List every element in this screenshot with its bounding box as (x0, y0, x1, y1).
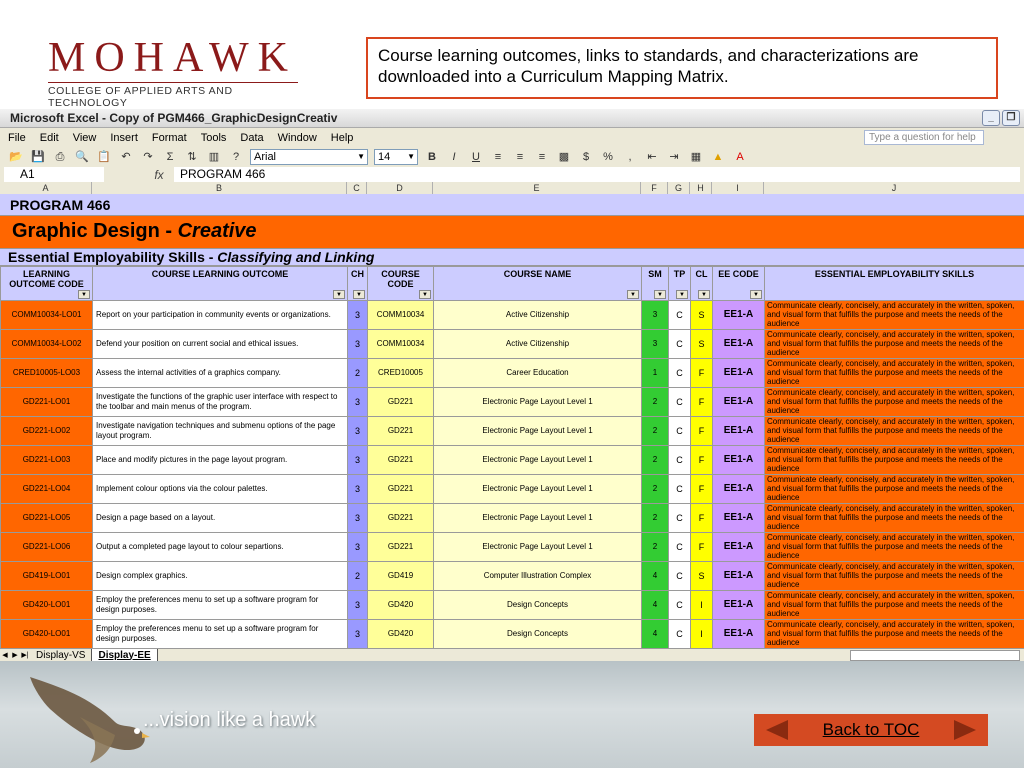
excel-window (0, 109, 1024, 661)
mohawk-logo (48, 35, 308, 109)
table-row (1, 301, 1024, 330)
menu-window[interactable]: Window (277, 131, 317, 144)
fill-color-icon[interactable]: ▲ (712, 151, 724, 163)
table-row (1, 359, 1024, 388)
ch-cell[interactable]: 3 (348, 504, 368, 533)
next-arrow-icon[interactable] (940, 714, 988, 746)
sm-cell[interactable]: 4 (642, 620, 669, 649)
header-cell[interactable] (348, 267, 368, 301)
filter-dropdown-icon[interactable]: ▼ (78, 290, 90, 299)
print-preview-icon[interactable]: 🔍 (75, 151, 89, 163)
formula-input[interactable]: PROGRAM 466 (174, 167, 1020, 182)
column-headers (0, 182, 1024, 194)
ee-code-cell[interactable]: EE1-A (713, 301, 765, 330)
sm-cell[interactable]: 2 (642, 475, 669, 504)
table-row (1, 620, 1024, 649)
ee-skill-cell[interactable]: Communicate clearly, concisely, and accurately in the written, spoken, and visual form that fulfills the purpose and meets the needs of the audience (765, 301, 1024, 330)
cl-cell[interactable]: F (691, 504, 713, 533)
menu-view[interactable]: View (72, 131, 97, 144)
menu-edit[interactable]: Edit (39, 131, 59, 144)
cl-cell[interactable]: S (691, 330, 713, 359)
undo-icon[interactable]: ↶ (121, 151, 131, 163)
filter-dropdown-icon[interactable]: ▼ (654, 290, 666, 299)
comma-icon[interactable]: , (628, 151, 632, 163)
horizontal-scrollbar[interactable] (850, 650, 1020, 661)
chevron-down-icon: ▼ (357, 152, 365, 161)
tp-cell[interactable]: C (669, 330, 691, 359)
font-value: Arial (254, 151, 277, 163)
currency-icon[interactable]: $ (582, 151, 590, 163)
tp-cell[interactable]: C (669, 388, 691, 417)
window-titlebar (0, 109, 1024, 128)
outcome-code-cell[interactable]: GD221-LO01 (1, 388, 93, 417)
ch-cell[interactable]: 2 (348, 359, 368, 388)
ee-skill-cell[interactable]: Communicate clearly, concisely, and accurately in the written, spoken, and visual form that fulfills the purpose and meets the needs of the audience (765, 620, 1024, 649)
menu-data[interactable]: Data (240, 131, 264, 144)
tp-cell[interactable]: C (669, 417, 691, 446)
ch-cell[interactable]: 3 (348, 591, 368, 620)
tp-cell[interactable]: C (669, 620, 691, 649)
ch-cell[interactable]: 3 (348, 417, 368, 446)
course-code-cell[interactable]: GD221 (368, 533, 434, 562)
outcome-code-cell[interactable]: GD420-LO01 (1, 620, 93, 649)
header-label: COURSE LEARNING OUTCOME (151, 269, 289, 279)
column-header[interactable]: I (712, 182, 764, 194)
course-name-cell[interactable]: Design Concepts (434, 591, 642, 620)
ch-cell[interactable]: 3 (348, 446, 368, 475)
borders-icon[interactable]: ▦ (690, 151, 702, 163)
ee-skill-cell[interactable]: Communicate clearly, concisely, and accurately in the written, spoken, and visual form that fulfills the purpose and meets the needs of the audience (765, 388, 1024, 417)
autosum-icon[interactable]: Σ (166, 151, 174, 163)
ee-code-cell[interactable]: EE1-A (713, 330, 765, 359)
tp-cell[interactable]: C (669, 475, 691, 504)
filter-dropdown-icon[interactable]: ▼ (353, 290, 365, 299)
header-label: EE CODE (718, 269, 759, 279)
course-code-cell[interactable]: GD420 (368, 620, 434, 649)
course-code-cell[interactable]: GD221 (368, 417, 434, 446)
menu-file[interactable]: File (8, 131, 26, 144)
tp-cell[interactable]: C (669, 591, 691, 620)
cl-cell[interactable]: F (691, 388, 713, 417)
subtitle-row[interactable] (0, 249, 1024, 266)
column-header[interactable]: G (668, 182, 690, 194)
course-name-cell[interactable]: Computer Illustration Complex (434, 562, 642, 591)
filter-dropdown-icon[interactable]: ▼ (698, 290, 710, 299)
align-right-icon[interactable]: ≡ (538, 151, 546, 163)
course-name-cell[interactable]: Electronic Page Layout Level 1 (434, 388, 642, 417)
course-name-cell[interactable]: Electronic Page Layout Level 1 (434, 446, 642, 475)
outcome-code-cell[interactable]: GD221-LO06 (1, 533, 93, 562)
tp-cell[interactable]: C (669, 562, 691, 591)
table-row (1, 417, 1024, 446)
italic-icon[interactable]: I (452, 151, 456, 163)
course-code-cell[interactable]: CRED10005 (368, 359, 434, 388)
tagline: ...vision like a hawk (143, 709, 316, 731)
ee-skill-cell[interactable]: Communicate clearly, concisely, and accurately in the written, spoken, and visual form that fulfills the purpose and meets the needs of the audience (765, 562, 1024, 591)
sm-cell[interactable]: 3 (642, 301, 669, 330)
column-header[interactable]: F (641, 182, 668, 194)
ee-skill-cell[interactable]: Communicate clearly, concisely, and accurately in the written, spoken, and visual form that fulfills the purpose and meets the needs of the audience (765, 446, 1024, 475)
minimize-icon[interactable]: _ (982, 110, 1000, 126)
help-icon[interactable]: ? (232, 151, 240, 163)
menu-help[interactable]: Help (330, 131, 354, 144)
ee-skill-cell[interactable]: Communicate clearly, concisely, and accurately in the written, spoken, and visual form that fulfills the purpose and meets the needs of the audience (765, 504, 1024, 533)
table-row (1, 388, 1024, 417)
ch-cell[interactable]: 3 (348, 388, 368, 417)
column-header[interactable]: H (690, 182, 712, 194)
course-code-cell[interactable]: GD221 (368, 504, 434, 533)
cl-cell[interactable]: F (691, 359, 713, 388)
footer-banner (0, 661, 1024, 768)
menu-bar (0, 128, 1024, 147)
toc-navigation (754, 714, 988, 746)
sheet-tab-display-vs[interactable]: Display-VS (30, 649, 92, 662)
course-code-cell[interactable]: GD419 (368, 562, 434, 591)
previous-arrow-icon[interactable] (754, 714, 802, 746)
title-main: Graphic Design - (12, 220, 178, 242)
header-label: COURSE CODE (381, 269, 420, 289)
outcome-cell[interactable]: Output a completed page layout to colour separtions. (93, 533, 348, 562)
ee-code-cell[interactable]: EE1-A (713, 359, 765, 388)
sheet-tab-bar (0, 648, 1024, 661)
tp-cell[interactable]: C (669, 533, 691, 562)
tp-cell[interactable]: C (669, 446, 691, 475)
sm-cell[interactable]: 4 (642, 591, 669, 620)
filter-dropdown-icon[interactable]: ▼ (676, 290, 688, 299)
tp-cell[interactable]: C (669, 301, 691, 330)
header-cell[interactable] (669, 267, 691, 301)
column-header[interactable]: A (0, 182, 92, 194)
ee-code-cell[interactable]: EE1-A (713, 620, 765, 649)
header-cell[interactable] (434, 267, 642, 301)
outcome-cell[interactable]: Employ the preferences menu to set up a software program for design purposes. (93, 591, 348, 620)
outcome-cell[interactable]: Investigate navigation techniques and submenu options of the page layout program. (93, 417, 348, 446)
ee-code-cell[interactable]: EE1-A (713, 533, 765, 562)
program-row[interactable]: PROGRAM 466 (0, 194, 1024, 216)
ee-code-cell[interactable]: EE1-A (713, 504, 765, 533)
sm-cell[interactable]: 2 (642, 417, 669, 446)
outcome-code-cell[interactable]: COMM10034-LO01 (1, 301, 93, 330)
ee-code-cell[interactable]: EE1-A (713, 591, 765, 620)
ch-cell[interactable]: 3 (348, 475, 368, 504)
course-name-cell[interactable]: Active Citizenship (434, 301, 642, 330)
outcome-code-cell[interactable]: GD221-LO05 (1, 504, 93, 533)
header-cell[interactable] (642, 267, 669, 301)
ee-code-cell[interactable]: EE1-A (713, 388, 765, 417)
menu-format[interactable]: Format (151, 131, 187, 144)
column-header[interactable]: B (92, 182, 347, 194)
outcome-cell[interactable]: Design complex graphics. (93, 562, 348, 591)
open-icon[interactable]: 📂 (9, 151, 23, 163)
header-label: SM (648, 269, 662, 279)
table-row (1, 446, 1024, 475)
print-icon[interactable]: ⎙ (55, 151, 65, 163)
ch-cell[interactable]: 3 (348, 330, 368, 359)
outcome-code-cell[interactable]: COMM10034-LO02 (1, 330, 93, 359)
outcome-cell[interactable]: Design a page based on a layout. (93, 504, 348, 533)
course-name-cell[interactable]: Career Education (434, 359, 642, 388)
ee-code-cell[interactable]: EE1-A (713, 417, 765, 446)
course-name-cell[interactable]: Electronic Page Layout Level 1 (434, 504, 642, 533)
menu-tools[interactable]: Tools (200, 131, 227, 144)
font-color-icon[interactable]: A (736, 151, 744, 163)
cl-cell[interactable]: I (691, 620, 713, 649)
indent-icon[interactable]: ⇤ (647, 151, 657, 163)
sm-cell[interactable]: 1 (642, 359, 669, 388)
paste-icon[interactable]: 📋 (97, 151, 111, 163)
outcome-cell[interactable]: Assess the internal activities of a graphics company. (93, 359, 348, 388)
header-row (1, 267, 1024, 301)
worksheet (0, 194, 1024, 648)
outcome-code-cell[interactable]: GD221-LO02 (1, 417, 93, 446)
table-row (1, 504, 1024, 533)
table-row (1, 533, 1024, 562)
outcome-code-cell[interactable]: GD419-LO01 (1, 562, 93, 591)
back-to-toc-label: Back to TOC (819, 718, 924, 742)
first-sheet-icon[interactable]: ◀ (2, 652, 8, 659)
header-label: ESSENTIAL EMPLOYABILITY SKILLS (814, 269, 975, 279)
column-header[interactable]: D (367, 182, 433, 194)
callout-box: Course learning outcomes, links to standards, and characterizations are downloaded into a Curriculum Mapping Matrix. (366, 37, 998, 99)
font-size-select[interactable] (374, 149, 418, 165)
outcome-code-cell[interactable]: GD221-LO03 (1, 446, 93, 475)
outcome-cell[interactable]: Place and modify pictures in the page layout program. (93, 446, 348, 475)
subtitle-italic: Classifying and Linking (217, 249, 375, 265)
ee-skill-cell[interactable]: Communicate clearly, concisely, and accurately in the written, spoken, and visual form that fulfills the purpose and meets the needs of the audience (765, 417, 1024, 446)
sm-cell[interactable]: 2 (642, 446, 669, 475)
align-center-icon[interactable]: ≡ (516, 151, 524, 163)
font-size-value: 14 (378, 151, 391, 163)
outcome-cell[interactable]: Investigate the functions of the graphic user interface with respect to the toolbar and main menus of the program. (93, 388, 348, 417)
filter-dropdown-icon[interactable]: ▼ (333, 290, 345, 299)
outcome-cell[interactable]: Report on your participation in community events or organizations. (93, 301, 348, 330)
cl-cell[interactable]: F (691, 475, 713, 504)
course-name-cell[interactable]: Electronic Page Layout Level 1 (434, 533, 642, 562)
header-cell[interactable] (93, 267, 348, 301)
back-to-toc-link[interactable] (802, 714, 940, 746)
header-cell[interactable] (713, 267, 765, 301)
course-code-cell[interactable]: GD420 (368, 591, 434, 620)
tp-cell[interactable]: C (669, 359, 691, 388)
sm-cell[interactable]: 3 (642, 330, 669, 359)
next-sheet-icon[interactable]: ▶| (21, 652, 29, 659)
cl-cell[interactable]: F (691, 533, 713, 562)
header-label: CH (351, 269, 364, 279)
header-cell[interactable] (691, 267, 713, 301)
header-label: TP (673, 269, 686, 279)
outcome-cell[interactable]: Defend your position on current social and ethical issues. (93, 330, 348, 359)
outcome-code-cell[interactable]: GD221-LO04 (1, 475, 93, 504)
sm-cell[interactable]: 4 (642, 562, 669, 591)
filter-dropdown-icon[interactable]: ▼ (419, 290, 431, 299)
redo-icon[interactable]: ↷ (143, 151, 153, 163)
course-code-cell[interactable]: GD221 (368, 475, 434, 504)
sm-cell[interactable]: 2 (642, 504, 669, 533)
column-header[interactable]: J (891, 183, 897, 193)
table-row (1, 562, 1024, 591)
percent-icon[interactable]: % (603, 151, 613, 163)
prev-sheet-icon[interactable]: ▶ (12, 652, 18, 659)
chevron-down-icon: ▼ (407, 152, 415, 161)
filter-dropdown-icon[interactable]: ▼ (750, 290, 762, 299)
header-cell[interactable] (765, 267, 1024, 301)
sm-cell[interactable]: 2 (642, 533, 669, 562)
course-code-cell[interactable]: GD221 (368, 388, 434, 417)
ch-cell[interactable]: 3 (348, 301, 368, 330)
title-italic: Creative (177, 220, 257, 242)
table-body (1, 301, 1024, 649)
ee-skill-cell[interactable]: Communicate clearly, concisely, and accurately in the written, spoken, and visual form that fulfills the purpose and meets the needs of the audience (765, 533, 1024, 562)
chart-icon[interactable]: ▥ (208, 151, 220, 163)
merge-icon[interactable]: ▩ (558, 151, 570, 163)
window-title: Microsoft Excel - Copy of PGM466_GraphicDesignCreativ (10, 111, 338, 125)
align-left-icon[interactable]: ≡ (494, 151, 502, 163)
sheet-tab-display-ee[interactable]: Display-EE (92, 649, 157, 662)
sm-cell[interactable]: 2 (642, 388, 669, 417)
header-cell[interactable] (368, 267, 434, 301)
header-label: COURSE NAME (503, 269, 572, 279)
ee-skill-cell[interactable]: Communicate clearly, concisely, and accurately in the written, spoken, and visual form that fulfills the purpose and meets the needs of the audience (765, 475, 1024, 504)
name-box[interactable]: A1 (4, 167, 104, 182)
mapping-table (0, 266, 1024, 648)
cl-cell[interactable]: I (691, 591, 713, 620)
column-header[interactable]: E (433, 182, 641, 194)
help-question-input[interactable]: Type a question for help (864, 130, 984, 145)
outdent-icon[interactable]: ⇥ (669, 151, 679, 163)
table-row (1, 591, 1024, 620)
outcome-cell[interactable]: Implement colour options via the colour palettes. (93, 475, 348, 504)
cl-cell[interactable]: S (691, 301, 713, 330)
bold-icon[interactable]: B (428, 151, 436, 163)
logo-subtitle: COLLEGE OF APPLIED ARTS AND TECHNOLOGY (48, 82, 298, 109)
title-row[interactable] (0, 216, 1024, 249)
fx-icon[interactable]: fx (154, 167, 164, 182)
sort-ascending-icon[interactable]: ⇅ (187, 151, 197, 163)
save-icon[interactable]: 💾 (31, 151, 45, 163)
header-label: CL (695, 269, 708, 279)
course-name-cell[interactable]: Design Concepts (434, 620, 642, 649)
course-code-cell[interactable]: COMM10034 (368, 330, 434, 359)
outcome-code-cell[interactable]: CRED10005-LO03 (1, 359, 93, 388)
toolbar (0, 147, 1024, 167)
filter-dropdown-icon[interactable]: ▼ (627, 290, 639, 299)
tp-cell[interactable]: C (669, 504, 691, 533)
logo-wordmark: MOHAWK (48, 35, 297, 81)
ch-cell[interactable]: 3 (348, 620, 368, 649)
ee-skill-cell[interactable]: Communicate clearly, concisely, and accurately in the written, spoken, and visual form that fulfills the purpose and meets the needs of the audience (765, 591, 1024, 620)
ee-code-cell[interactable]: EE1-A (713, 475, 765, 504)
cl-cell[interactable]: F (691, 446, 713, 475)
ee-skill-cell[interactable]: Communicate clearly, concisely, and accurately in the written, spoken, and visual form that fulfills the purpose and meets the needs of the audience (765, 359, 1024, 388)
outcome-code-cell[interactable]: GD420-LO01 (1, 591, 93, 620)
ch-cell[interactable]: 3 (348, 533, 368, 562)
underline-icon[interactable]: U (472, 151, 480, 163)
subtitle-main: Essential Employability Skills - (8, 249, 218, 265)
restore-icon[interactable]: ❐ (1002, 110, 1020, 126)
cl-cell[interactable]: S (691, 562, 713, 591)
menu-insert[interactable]: Insert (110, 131, 138, 144)
course-name-cell[interactable]: Electronic Page Layout Level 1 (434, 475, 642, 504)
ee-code-cell[interactable]: EE1-A (713, 446, 765, 475)
column-header[interactable]: C (347, 182, 367, 194)
header-label: LEARNING OUTCOME CODE (9, 269, 84, 289)
header-cell[interactable] (1, 267, 93, 301)
course-name-cell[interactable]: Electronic Page Layout Level 1 (434, 417, 642, 446)
ee-code-cell[interactable]: EE1-A (713, 562, 765, 591)
table-row (1, 330, 1024, 359)
ee-skill-cell[interactable]: Communicate clearly, concisely, and accurately in the written, spoken, and visual form that fulfills the purpose and meets the needs of the audience (765, 330, 1024, 359)
ch-cell[interactable]: 2 (348, 562, 368, 591)
formula-bar (0, 167, 1024, 183)
course-name-cell[interactable]: Active Citizenship (434, 330, 642, 359)
course-code-cell[interactable]: GD221 (368, 446, 434, 475)
course-code-cell[interactable]: COMM10034 (368, 301, 434, 330)
font-select[interactable] (250, 149, 368, 165)
table-row (1, 475, 1024, 504)
cl-cell[interactable]: F (691, 417, 713, 446)
outcome-cell[interactable]: Employ the preferences menu to set up a software program for design purposes. (93, 620, 348, 649)
